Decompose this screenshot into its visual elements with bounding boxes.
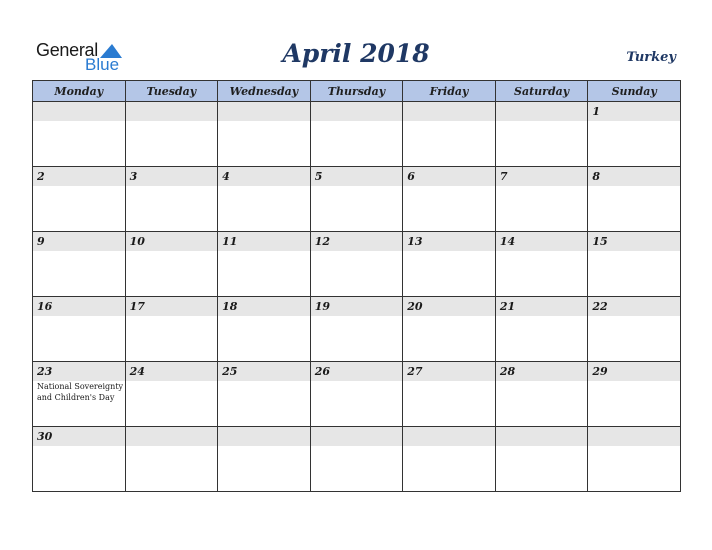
day-number: 2 [37, 170, 45, 183]
day-number-bar [311, 167, 403, 186]
day-number-bar [218, 232, 310, 251]
logo-text-general: General [36, 40, 98, 60]
day-number-bar [496, 232, 588, 251]
day-number: 15 [592, 235, 608, 248]
day-cell [33, 232, 126, 297]
day-number: 19 [314, 300, 330, 313]
day-cell [403, 102, 496, 167]
day-number-bar [33, 232, 125, 251]
day-number: 12 [314, 235, 330, 248]
day-number-bar [403, 297, 495, 316]
day-cell [588, 232, 681, 297]
day-cell [495, 297, 588, 362]
day-cell [403, 232, 496, 297]
day-number-bar [126, 427, 218, 446]
day-number-bar [311, 102, 403, 121]
weekday-thursday: Thursday [310, 81, 403, 102]
day-number-bar [33, 427, 125, 446]
day-number: 4 [222, 170, 230, 183]
day-cell [495, 362, 588, 427]
day-number-bar [403, 362, 495, 381]
day-number: 26 [314, 365, 330, 378]
day-number-bar [311, 297, 403, 316]
week-row [33, 362, 681, 427]
day-cell [310, 167, 403, 232]
day-number: 9 [37, 235, 45, 248]
day-number: 22 [592, 300, 608, 313]
week-row [33, 167, 681, 232]
day-cell [588, 167, 681, 232]
day-number: 17 [129, 300, 145, 313]
day-number-bar [403, 167, 495, 186]
day-number-bar [218, 362, 310, 381]
day-cell [495, 167, 588, 232]
day-number-bar [496, 102, 588, 121]
day-cell [33, 167, 126, 232]
day-number: 18 [222, 300, 238, 313]
day-number-bar [126, 297, 218, 316]
day-cell [310, 362, 403, 427]
week-row [33, 232, 681, 297]
day-number: 5 [314, 170, 323, 183]
day-number-bar [588, 232, 680, 251]
day-number: 24 [129, 365, 145, 378]
day-number: 11 [222, 235, 238, 248]
day-number-bar [126, 167, 218, 186]
weekday-saturday: Saturday [495, 81, 588, 102]
day-cell [218, 102, 311, 167]
week-row [33, 297, 681, 362]
logo-text-blue: Blue [85, 55, 120, 74]
day-cell [218, 427, 311, 492]
day-cell [218, 362, 311, 427]
day-cell [310, 297, 403, 362]
day-number: 23 [37, 365, 53, 378]
day-number-bar [218, 102, 310, 121]
day-cell [310, 427, 403, 492]
day-number: 25 [222, 365, 238, 378]
day-number-bar [403, 102, 495, 121]
day-number-bar [311, 362, 403, 381]
day-cell [33, 102, 126, 167]
day-number-bar [588, 427, 680, 446]
day-number-bar [403, 232, 495, 251]
weekday-sunday: Sunday [588, 81, 681, 102]
week-row [33, 102, 681, 167]
day-cell [588, 102, 681, 167]
day-cell [495, 232, 588, 297]
day-number: 21 [499, 300, 516, 313]
day-number-bar [496, 297, 588, 316]
day-number-bar [496, 362, 588, 381]
day-cell [125, 362, 218, 427]
day-cell [310, 102, 403, 167]
day-cell [495, 102, 588, 167]
day-number-bar [33, 362, 125, 381]
day-number: 14 [499, 235, 516, 248]
day-cell [588, 427, 681, 492]
day-number-bar [311, 232, 403, 251]
weekday-wednesday: Wednesday [218, 81, 311, 102]
day-cell [125, 427, 218, 492]
country-label: Turkey [626, 50, 676, 65]
day-number-bar [311, 427, 403, 446]
day-number-bar [33, 167, 125, 186]
day-cell [495, 427, 588, 492]
day-cell [125, 167, 218, 232]
day-number: 29 [592, 365, 608, 378]
day-cell [218, 232, 311, 297]
day-number-bar [588, 102, 680, 121]
day-number-bar [496, 427, 588, 446]
day-cell [125, 297, 218, 362]
week-row [33, 427, 681, 492]
day-number-bar [126, 102, 218, 121]
calendar-title: April 2018 [282, 39, 430, 68]
day-cell [588, 297, 681, 362]
day-number: 1 [592, 105, 601, 118]
day-number: 7 [499, 170, 508, 183]
day-cell [403, 167, 496, 232]
day-number: 6 [407, 170, 415, 183]
day-number: 3 [129, 170, 138, 183]
day-cell [125, 232, 218, 297]
day-number-bar [218, 167, 310, 186]
day-number: 20 [407, 300, 423, 313]
weekday-friday: Friday [403, 81, 496, 102]
day-number-bar [588, 167, 680, 186]
day-cell [218, 167, 311, 232]
day-cell [310, 232, 403, 297]
day-number-bar [33, 102, 125, 121]
day-cell [33, 362, 126, 427]
weekday-header-row [33, 81, 681, 102]
day-number-bar [126, 362, 218, 381]
weekday-monday: Monday [33, 81, 126, 102]
weekday-tuesday: Tuesday [125, 81, 218, 102]
day-cell [403, 427, 496, 492]
day-cell [403, 297, 496, 362]
day-cell [33, 427, 126, 492]
day-number-bar [588, 297, 680, 316]
day-number: 13 [407, 235, 423, 248]
day-number: 10 [129, 235, 145, 248]
calendar-grid [32, 80, 681, 492]
day-cell [218, 297, 311, 362]
day-number-bar [496, 167, 588, 186]
day-cell [33, 297, 126, 362]
day-number: 16 [37, 300, 53, 313]
day-cell [125, 102, 218, 167]
day-number: 8 [592, 170, 601, 183]
day-number: 28 [499, 365, 516, 378]
day-cell [588, 362, 681, 427]
day-number-bar [126, 232, 218, 251]
day-number-bar [588, 362, 680, 381]
day-cell [403, 362, 496, 427]
day-number: 30 [37, 430, 53, 443]
day-number: 27 [407, 365, 423, 378]
holiday-label: National Sovereignty and Children's Day [37, 382, 124, 402]
day-number-bar [218, 297, 310, 316]
calendar-body [33, 102, 681, 492]
day-number-bar [33, 297, 125, 316]
day-number-bar [403, 427, 495, 446]
day-number-bar [218, 427, 310, 446]
